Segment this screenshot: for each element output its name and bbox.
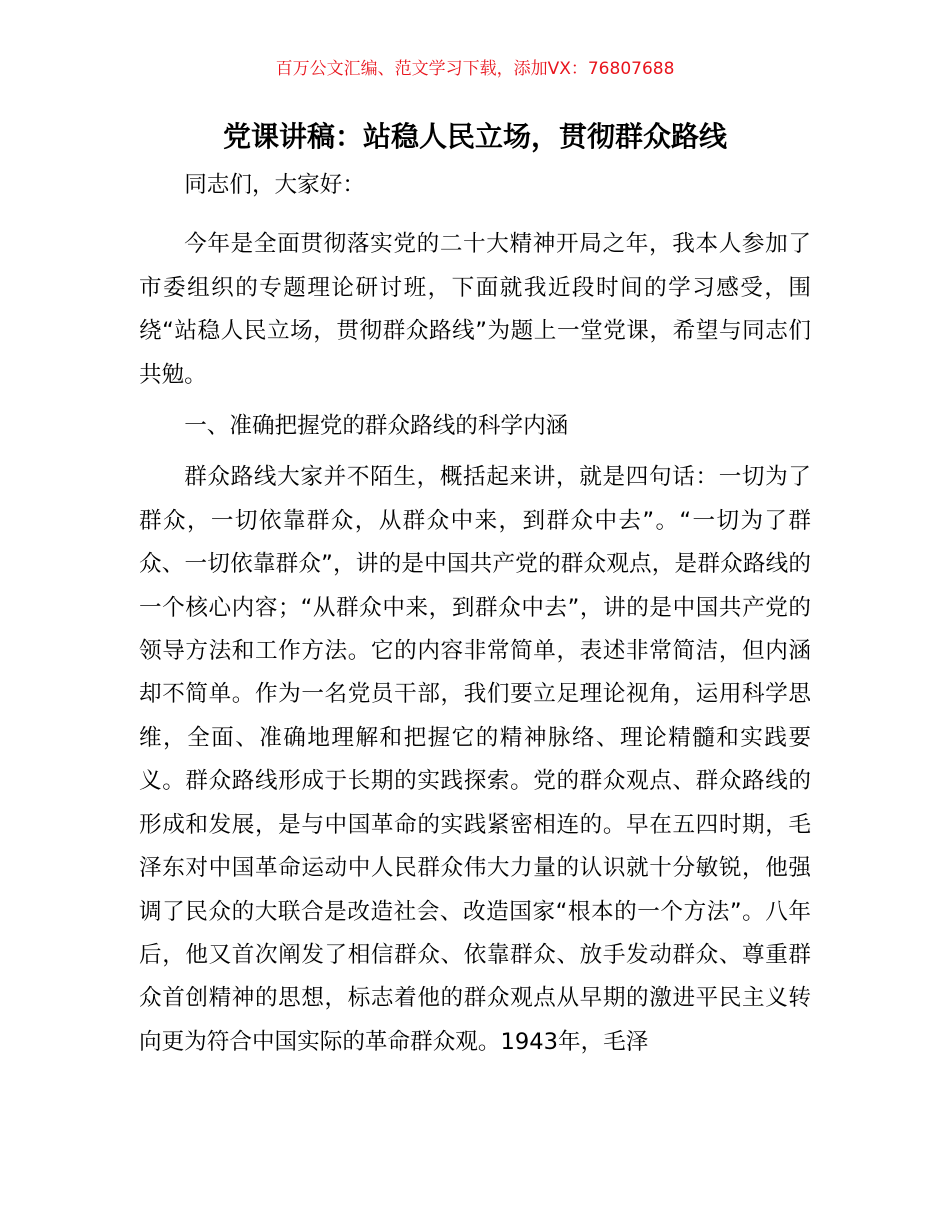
page-title: 党课讲稿：站稳人民立场，贯彻群众路线: [222, 120, 727, 153]
section-heading: 一、准确把握党的群众路线的科学内涵: [184, 413, 569, 440]
document-body: [139, 164, 811, 1072]
greeting-paragraph: 同志们，大家好：: [184, 172, 365, 198]
intro-paragraph: 今年是全面贯彻落实党的二十大精神开局之年，我本人参加了市委组织的专题理论研讨班，下面就我近段时间的学习感受，围绕“站稳人民立场，贯彻群众路线”为题上一堂党课，希望与同志们共勉。: [139, 231, 811, 388]
section-paragraph: 群众路线大家并不陌生，概括起来讲，就是四句话：一切为了群众，一切依靠群众，从群众中来，到群众中去”。“一切为了群众、一切依靠群众”，讲的是中国共产党的群众观点，是群众路线的一个核心内容；“从群众中来，到群众中去”，讲的是中国共产党的领导方法和工作方法。它的内容非常简单，表述非常简洁，但内涵却不简单。作为一名党员干部，我们要立足理论视角，运用科学思维，全面、准确地理解和把握它的精神脉络、理论精髓和实践要义。群众路线形成于长期的实践探索。党的群众观点、群众路线的形成和发展，是与中国革命的实践紧密相连的。早在五四时期，毛泽东对中国革命运动中人民群众伟大力量的认识就十分敏锐，他强调了民众的大联合是改造社会、改造国家“根本的一个方法”。八年后，他又首次阐发了相信群众、依靠群众、放手发动群众、尊重群众首创精神的思想，标志着他的群众观点从早期的激进平民主义转向更为符合中国实际的革命群众观。1943年，毛泽: [139, 464, 811, 1055]
header-banner: 百万公文汇编、范文学习下载，添加VX：76807688: [275, 59, 675, 79]
